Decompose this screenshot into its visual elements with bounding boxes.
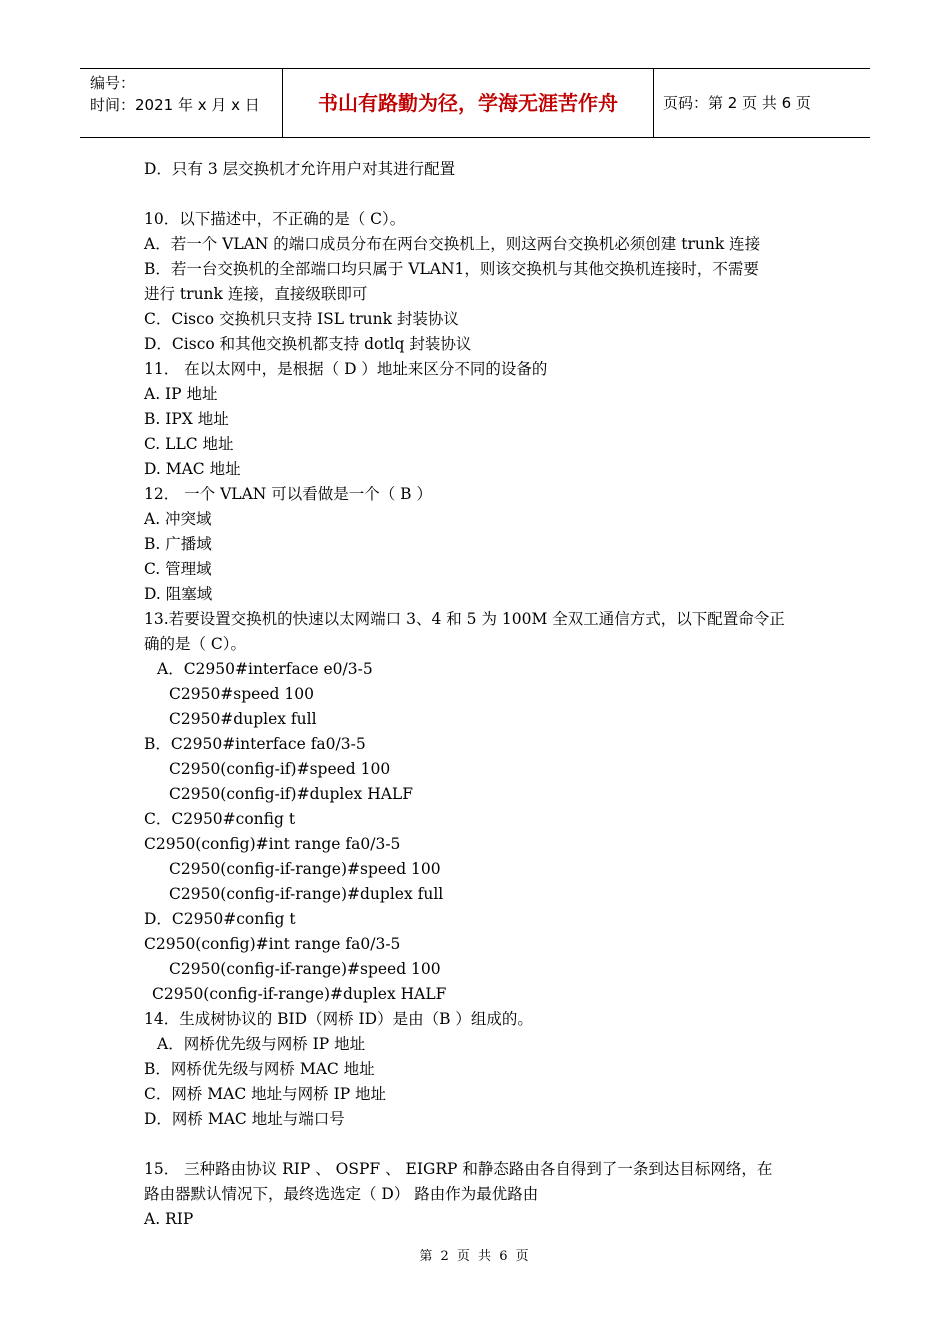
text-line: D．只有 3 层交换机才允许用户对其进行配置 — [144, 160, 456, 178]
code-line: C2950(config-if)#speed 100 — [169, 760, 391, 778]
code-line: C2950#duplex full — [169, 710, 317, 728]
question-13: 13.若要设置交换机的快速以太网端口 3、4 和 5 为 100M 全双工通信方式，以下配置命令正 — [144, 610, 785, 628]
code-line: C2950(config-if-range)#speed 100 — [169, 860, 441, 878]
option-line: B．若一台交换机的全部端口均只属于 VLAN1，则该交换机与其他交换机连接时，不需要 — [144, 260, 759, 278]
page-footer: 第 2 页 共 6 页 — [419, 1249, 531, 1264]
option-line: C. LLC 地址 — [144, 435, 234, 453]
header-meta — [80, 69, 282, 137]
code-line: C2950(config-if-range)#speed 100 — [169, 960, 441, 978]
code-line: C2950(config-if)#duplex HALF — [169, 785, 413, 803]
question-11: 11． 在以太网中，是根据（ D ）地址来区分不同的设备的 — [144, 360, 548, 378]
option-line: A. IP 地址 — [144, 385, 218, 403]
option-line: C．网桥 MAC 地址与网桥 IP 地址 — [144, 1085, 387, 1103]
option-line: C．C2950#config t — [144, 810, 296, 828]
text-line: 进行 trunk 连接，直接级联即可 — [144, 285, 368, 303]
option-line: A. RIP — [144, 1210, 194, 1228]
header-motto: 书山有路勤为径，学海无涯苦作舟 — [282, 69, 654, 137]
option-line: D．网桥 MAC 地址与端口号 — [144, 1110, 345, 1128]
code-line: C2950#speed 100 — [169, 685, 314, 703]
option-line: A．若一个 VLAN 的端口成员分布在两台交换机上，则这两台交换机必须创建 trunk 连接 — [144, 235, 761, 253]
option-line: B．C2950#interface fa0/3-5 — [144, 735, 366, 753]
option-line: D. MAC 地址 — [144, 460, 241, 478]
option-line: B. 广播域 — [144, 535, 212, 553]
option-line: B．网桥优先级与网桥 MAC 地址 — [144, 1060, 375, 1078]
option-line: A. 冲突域 — [144, 510, 212, 528]
text-line: 确的是（ C）。 — [144, 635, 247, 653]
code-line: C2950(config-if-range)#duplex HALF — [152, 985, 447, 1003]
header-page-number: 页码：第 2 页 共 6 页 — [663, 94, 811, 112]
question-10: 10．以下描述中，不正确的是（ C）。 — [144, 210, 406, 228]
option-line: D．Cisco 和其他交换机都支持 dotlq 封装协议 — [144, 335, 472, 353]
code-line: C2950(config)#int range fa0/3-5 — [144, 935, 401, 953]
option-line: D．C2950#config t — [144, 910, 296, 928]
text-line: 路由器默认情况下，最终选选定（ D） 路由作为最优路由 — [144, 1185, 539, 1203]
option-line: A．C2950#interface e0/3-5 — [157, 660, 373, 678]
page-header — [80, 68, 870, 138]
question-12: 12． 一个 VLAN 可以看做是一个（ B ） — [144, 485, 432, 503]
question-14: 14．生成树协议的 BID（网桥 ID）是由（B ）组成的。 — [144, 1010, 533, 1028]
code-line: C2950(config)#int range fa0/3-5 — [144, 835, 401, 853]
option-line: B. IPX 地址 — [144, 410, 229, 428]
number-label: 编号： — [90, 74, 136, 92]
option-line: C. 管理域 — [144, 560, 212, 578]
time-label: 时间：2021 年 x 月 x 日 — [90, 96, 260, 114]
option-line: D. 阻塞域 — [144, 585, 213, 603]
option-line: A．网桥优先级与网桥 IP 地址 — [157, 1035, 366, 1053]
option-line: C．Cisco 交换机只支持 ISL trunk 封装协议 — [144, 310, 459, 328]
question-15: 15． 三种路由协议 RIP 、 OSPF 、 EIGRP 和静态路由各自得到了一条到达目标网络，在 — [144, 1160, 773, 1178]
code-line: C2950(config-if-range)#duplex full — [169, 885, 444, 903]
